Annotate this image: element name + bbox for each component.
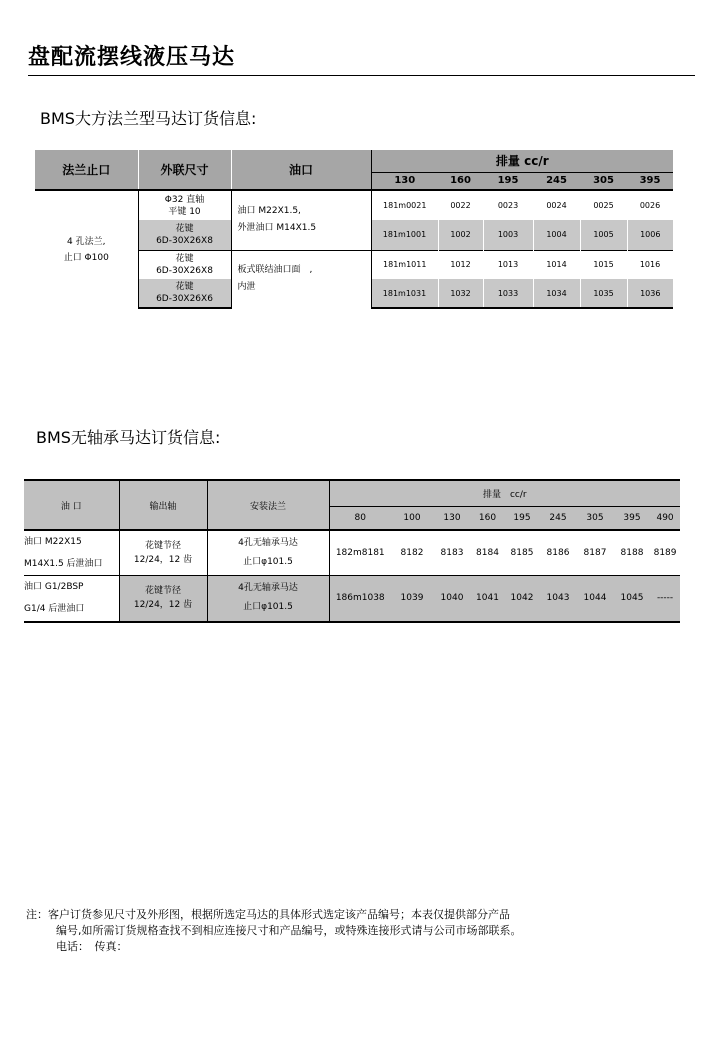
code-cell: 8188 [614, 530, 650, 576]
code-cell: 186m1038 [329, 576, 391, 622]
size-cell [138, 220, 231, 250]
port-line: 油口 M22X15 [24, 537, 82, 547]
shaft-cell [119, 530, 207, 576]
code-cell: 181m1001 [371, 220, 438, 250]
disp-col: 160 [471, 506, 504, 530]
code-cell: 1015 [580, 250, 627, 279]
disp-col: 395 [614, 506, 650, 530]
code-cell: 0022 [438, 190, 483, 220]
code-cell: 182m8181 [329, 530, 391, 576]
code-cell: 0026 [627, 190, 673, 220]
size-line: 花键 [175, 253, 194, 264]
mount-line: 止口φ101.5 [243, 557, 293, 567]
size-line: 6D-30X26X8 [156, 235, 213, 246]
code-cell: 1035 [580, 279, 627, 308]
flange-label: 4 孔法兰, [67, 236, 106, 247]
code-cell: 1040 [433, 576, 471, 622]
code-cell: 1041 [471, 576, 504, 622]
code-cell: 1034 [533, 279, 580, 308]
size-line: 花键 [175, 223, 194, 234]
disp-col: 130 [371, 172, 438, 190]
shaft-line: 12/24，12 齿 [133, 555, 193, 565]
disp-col: 395 [627, 172, 673, 190]
code-cell: 8187 [576, 530, 614, 576]
header-shaft: 输出轴 [119, 480, 207, 530]
mount-line: 4孔无轴承马达 [238, 538, 298, 548]
bms-flange-order-table [35, 150, 673, 309]
code-cell: 181m1031 [371, 279, 438, 308]
contact-line: 电话： 传真： [56, 940, 128, 953]
code-cell: 0023 [483, 190, 533, 220]
header-size: 外联尺寸 [138, 150, 231, 190]
header-port: 油口 [231, 150, 371, 190]
size-line: 平键 10 [168, 206, 201, 217]
port-cell [231, 250, 371, 308]
bms-bearingless-order-table [24, 479, 680, 623]
size-cell [138, 190, 231, 220]
code-cell: 1033 [483, 279, 533, 308]
port-cell [24, 576, 119, 622]
disp-col: 195 [483, 172, 533, 190]
flange-label: 止口 Φ100 [63, 252, 109, 263]
mount-line: 4孔无轴承马达 [238, 583, 298, 594]
port-line: 油口 G1/2BSP [24, 582, 84, 593]
code-cell: 1044 [576, 576, 614, 622]
port-line: M14X1.5 后泄油口 [24, 559, 103, 569]
code-cell: 8183 [433, 530, 471, 576]
size-line: 6D-30X26X6 [156, 294, 213, 304]
code-cell: 0025 [580, 190, 627, 220]
code-cell: 1004 [533, 220, 580, 250]
disp-col: 305 [580, 172, 627, 190]
code-cell: ----- [650, 576, 680, 622]
disp-col: 245 [533, 172, 580, 190]
code-cell: 1005 [580, 220, 627, 250]
size-line: 花键 [175, 282, 194, 292]
size-line: 6D-30X26X8 [156, 265, 213, 276]
code-cell: 1002 [438, 220, 483, 250]
code-cell: 8182 [391, 530, 433, 576]
code-cell: 1032 [438, 279, 483, 308]
code-cell: 1016 [627, 250, 673, 279]
code-cell: 8186 [540, 530, 576, 576]
code-cell: 8184 [471, 530, 504, 576]
section2-title: BMS无轴承马达订货信息: [36, 428, 221, 447]
disp-col: 100 [391, 506, 433, 530]
port-line: 板式联结油口面 , [237, 265, 313, 276]
mount-cell [207, 530, 329, 576]
title-divider [28, 75, 695, 76]
header-displacement: 排量 cc/r [371, 150, 673, 172]
shaft-cell [119, 576, 207, 622]
header-port: 油 口 [24, 480, 119, 530]
port-line: 油口 M22X1.5, [237, 206, 301, 217]
code-cell: 1012 [438, 250, 483, 279]
code-cell: 1014 [533, 250, 580, 279]
disp-col: 80 [329, 506, 391, 530]
size-line: Φ32 直轴 [164, 194, 205, 205]
code-cell: 1042 [504, 576, 540, 622]
shaft-line: 花键节径 [144, 586, 181, 597]
disp-col: 245 [540, 506, 576, 530]
flange-cell [35, 190, 138, 308]
disp-col: 195 [504, 506, 540, 530]
port-line: 外泄油口 M14X1.5 [237, 223, 317, 234]
port-line: G1/4 后泄油口 [24, 604, 85, 615]
disp-col: 490 [650, 506, 680, 530]
shaft-line: 12/24，12 齿 [133, 600, 193, 611]
header-mount: 安装法兰 [207, 480, 329, 530]
section1-title: BMS大方法兰型马达订货信息: [40, 109, 257, 128]
footnote-line: 注：客户订货参见尺寸及外形图，根据所选定马达的具体形式选定该产品编号；本表仅提供部分产品 [26, 908, 510, 921]
page-title: 盘配流摆线液压马达 [28, 45, 236, 70]
code-cell: 1006 [627, 220, 673, 250]
code-cell: 1043 [540, 576, 576, 622]
footnote-line: 编号,如所需订货规格查找不到相应连接尺寸和产品编号，或特殊连接形式请与公司市场部联系。 [56, 924, 522, 937]
header-flange: 法兰止口 [35, 150, 138, 190]
port-cell [231, 190, 371, 250]
code-cell: 8189 [650, 530, 680, 576]
shaft-line: 花键节径 [144, 541, 181, 551]
disp-col: 130 [433, 506, 471, 530]
code-cell: 8185 [504, 530, 540, 576]
code-cell: 0024 [533, 190, 580, 220]
mount-cell [207, 576, 329, 622]
header-displacement: 排量 cc/r [329, 480, 680, 506]
disp-col: 160 [438, 172, 483, 190]
code-cell: 1045 [614, 576, 650, 622]
port-line: 内泄 [237, 282, 256, 293]
code-cell: 1036 [627, 279, 673, 308]
code-cell: 181m0021 [371, 190, 438, 220]
code-cell: 181m1011 [371, 250, 438, 279]
mount-line: 止口φ101.5 [243, 602, 293, 613]
code-cell: 1039 [391, 576, 433, 622]
footnote [26, 907, 522, 955]
disp-col: 305 [576, 506, 614, 530]
code-cell: 1003 [483, 220, 533, 250]
size-cell [138, 250, 231, 279]
size-cell [138, 279, 231, 308]
code-cell: 1013 [483, 250, 533, 279]
port-cell [24, 530, 119, 576]
